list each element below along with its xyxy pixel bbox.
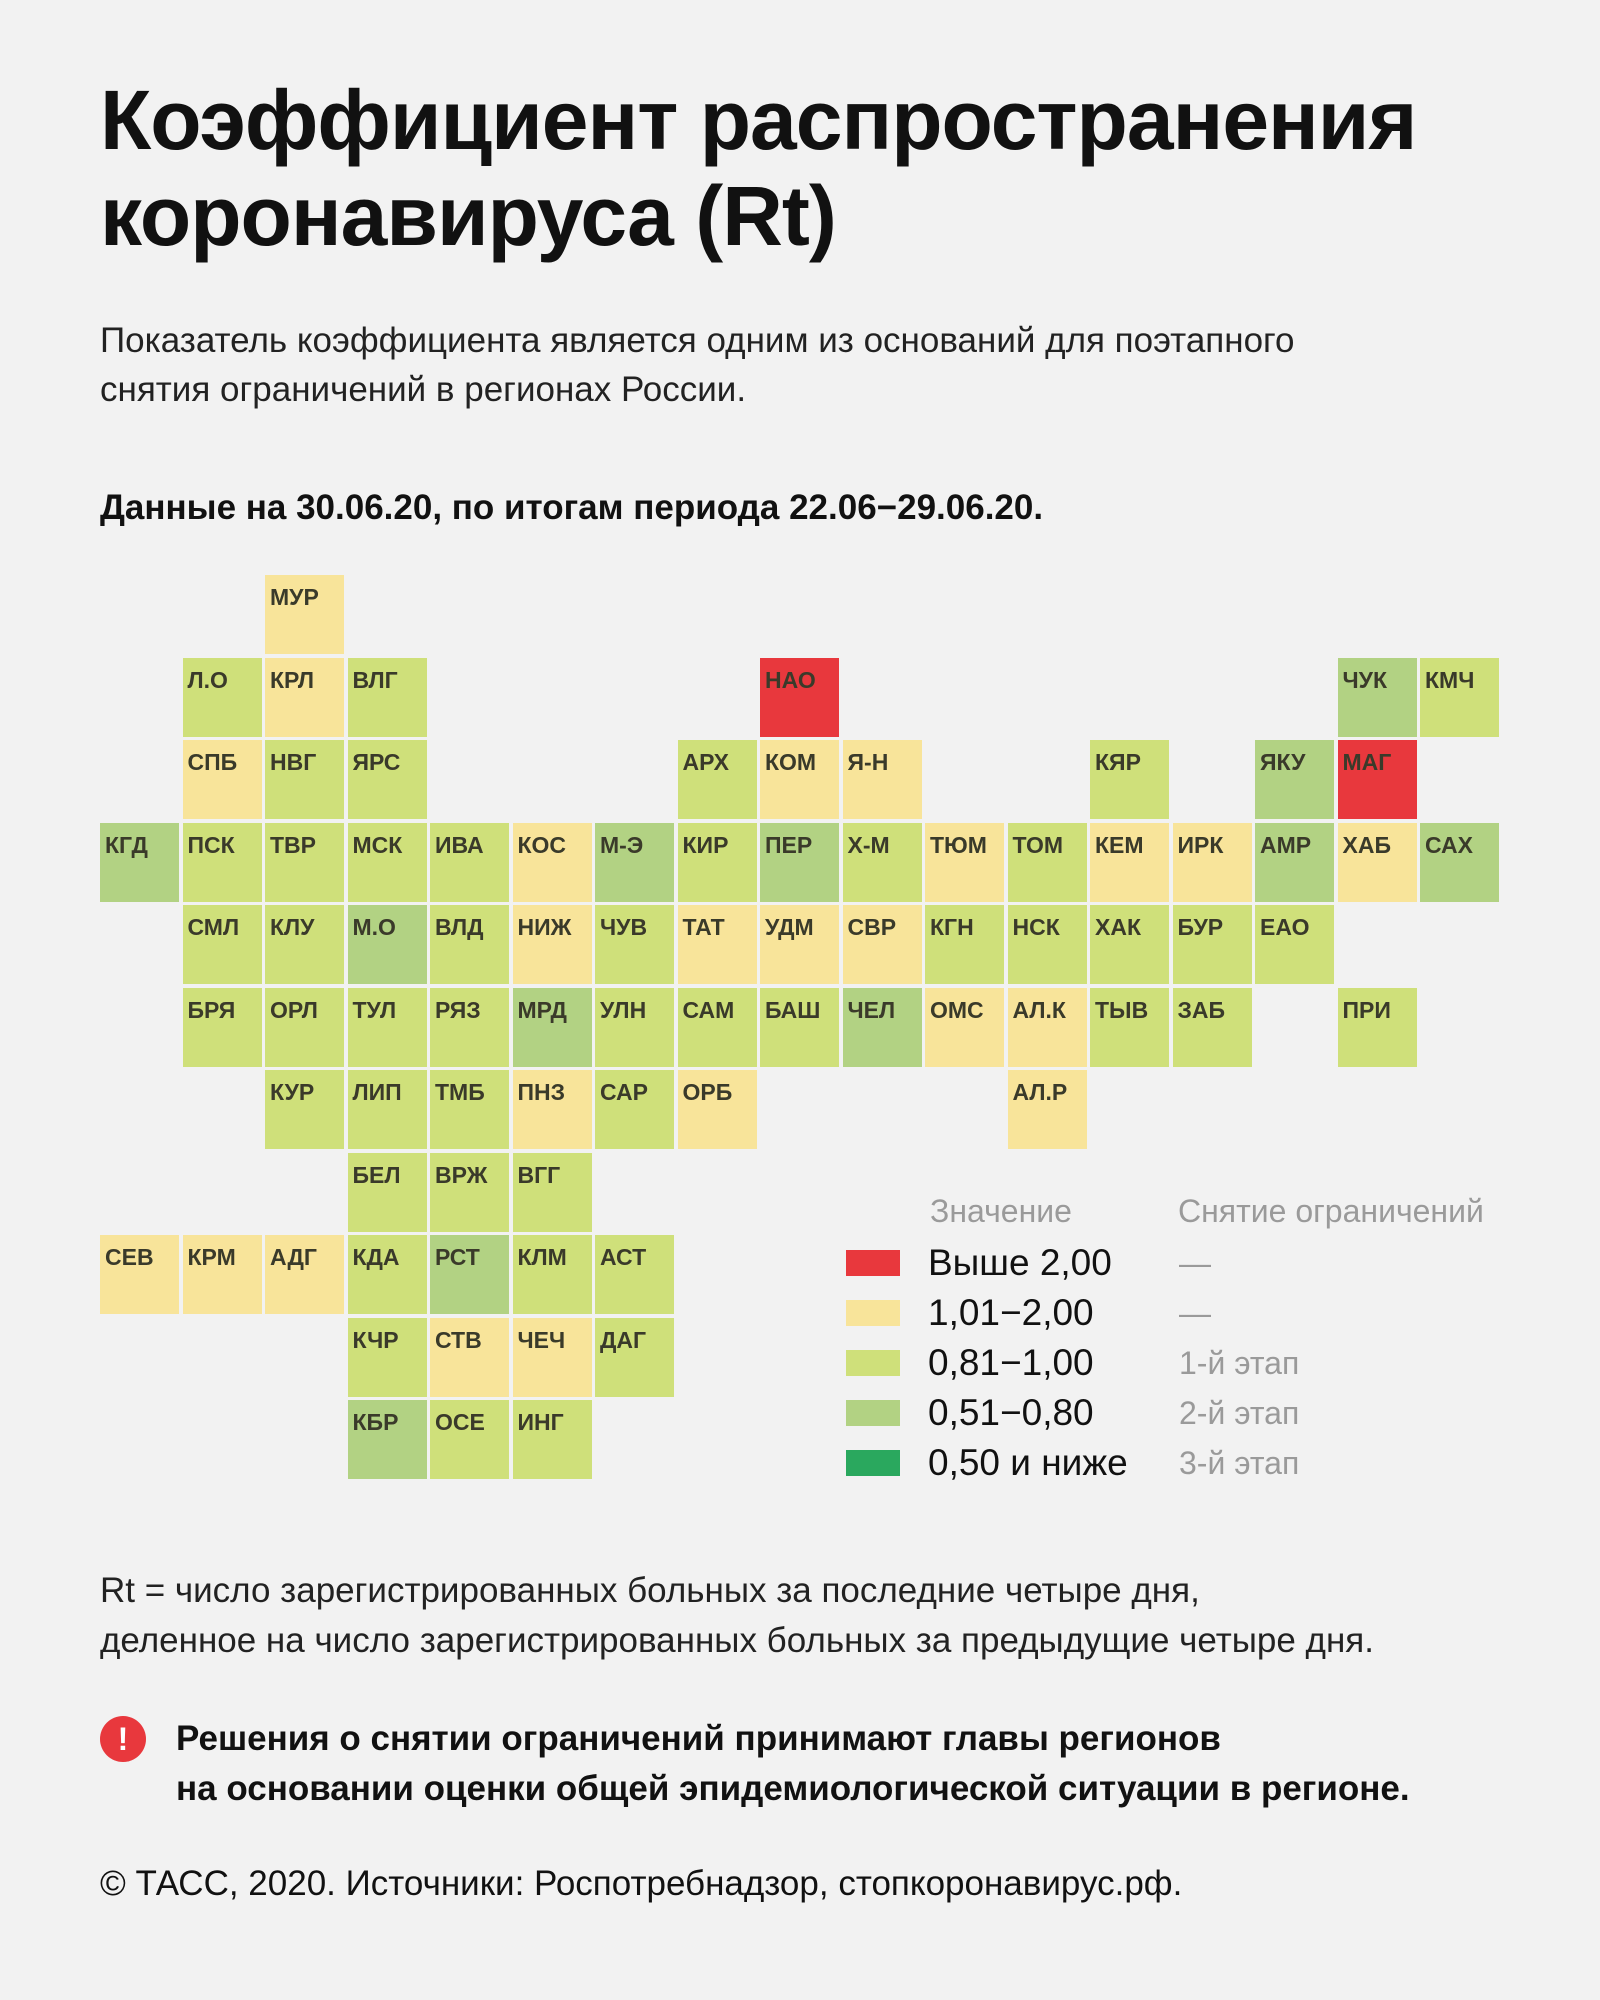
region-tile-инг — [513, 1400, 592, 1479]
region-tile-осе — [430, 1400, 509, 1479]
region-tile-пнз — [513, 1070, 592, 1149]
region-tile-мур — [265, 575, 344, 654]
notice-text — [176, 1714, 1556, 1814]
region-code-label: МСК — [352, 831, 403, 858]
region-code-label: ПНЗ — [517, 1079, 566, 1105]
region-tile-м-э — [595, 823, 674, 902]
region-tile-адг — [265, 1235, 344, 1314]
legend-row-051-08 — [846, 1392, 1546, 1432]
region-code-label: ТВР — [270, 831, 316, 858]
region-code-label: КЛМ — [517, 1244, 567, 1270]
region-tile-кда — [348, 1235, 427, 1314]
region-tile-кур — [265, 1070, 344, 1149]
region-tile-омс — [925, 988, 1004, 1067]
region-code-label: ТУЛ — [352, 996, 397, 1023]
region-tile-хаб — [1338, 823, 1417, 902]
region-code-label: САМ — [682, 996, 735, 1023]
region-code-label: ЗАБ — [1177, 996, 1226, 1023]
region-code-label: СПБ — [187, 749, 238, 775]
region-tile-сев — [100, 1235, 179, 1314]
region-tile-том — [1008, 823, 1087, 902]
region-tile-тмб — [430, 1070, 509, 1149]
subtitle-line-1: Показатель коэффициента является одним из оснований для поэтапного — [100, 321, 1295, 360]
region-tile-чел — [843, 988, 922, 1067]
region-tile-даг — [595, 1318, 674, 1397]
subtitle — [100, 316, 1500, 414]
legend-row-above-2 — [846, 1242, 1546, 1282]
legend-swatch-mid-green — [846, 1400, 900, 1426]
region-code-label: НИЖ — [517, 914, 572, 940]
region-tile-сах — [1420, 823, 1499, 902]
region-tile-кгн — [925, 905, 1004, 984]
legend-stage-header: Снятие ограничений — [1178, 1193, 1484, 1229]
legend-stage-label: 1-й этап — [1179, 1345, 1300, 1381]
region-tile-сам — [678, 988, 757, 1067]
region-code-label: УДМ — [765, 914, 814, 940]
region-code-label: М.О — [352, 914, 396, 940]
region-tile-пер — [760, 823, 839, 902]
legend-value-label: 1,01−2,00 — [928, 1292, 1094, 1333]
region-code-label: БЕЛ — [352, 1161, 401, 1188]
region-tile-влд — [430, 905, 509, 984]
region-code-label: НАО — [765, 666, 816, 693]
region-code-label: ХАК — [1095, 914, 1141, 940]
region-code-label: КОС — [517, 831, 567, 858]
region-tile-спб — [183, 740, 262, 819]
region-code-label: АДГ — [270, 1244, 317, 1270]
region-tile-кгд — [100, 823, 179, 902]
region-code-label: НВГ — [270, 749, 317, 775]
region-tile-бур — [1173, 905, 1252, 984]
region-code-label: СВР — [847, 914, 897, 940]
region-tile-нвг — [265, 740, 344, 819]
region-code-label: ВРЖ — [435, 1161, 488, 1188]
region-code-label: КДА — [352, 1244, 400, 1270]
region-tile-ярс — [348, 740, 427, 819]
region-code-label: ЧУВ — [600, 914, 648, 940]
legend-stage-label: 3-й этап — [1179, 1445, 1300, 1481]
formula-line-2: деленное на число зарегистрированных больных за предыдущие четыре дня. — [100, 1621, 1374, 1660]
region-tile-ирк — [1173, 823, 1252, 902]
region-code-label: ЧЕЛ — [847, 996, 896, 1023]
region-code-label: СТВ — [435, 1326, 482, 1353]
region-code-label: БРЯ — [187, 996, 236, 1023]
region-tile-яку — [1255, 740, 1334, 819]
legend-swatch-light-green — [846, 1350, 900, 1376]
formula-line-1: Rt = число зарегистрированных больных за последние четыре дня, — [100, 1571, 1200, 1610]
region-tile-мск — [348, 823, 427, 902]
region-code-label: РСТ — [435, 1244, 480, 1270]
date-note: Данные на 30.06.20, по итогам периода 22.06−29.06.20. — [100, 488, 1044, 527]
region-tile-при — [1338, 988, 1417, 1067]
formula-note — [100, 1566, 1560, 1666]
region-code-label: МАГ — [1342, 749, 1392, 775]
region-code-label: КБР — [352, 1409, 399, 1435]
region-tile-кяр — [1090, 740, 1169, 819]
region-tile-заб — [1173, 988, 1252, 1067]
region-code-label: МРД — [517, 996, 567, 1023]
region-tile-амр — [1255, 823, 1334, 902]
region-code-label: ИРК — [1177, 831, 1224, 858]
region-tile-х-м — [843, 823, 922, 902]
region-tile-кчр — [348, 1318, 427, 1397]
legend-value-label: Выше 2,00 — [928, 1242, 1112, 1283]
region-code-label: ОРБ — [682, 1079, 733, 1105]
region-tile-хак — [1090, 905, 1169, 984]
region-code-label: КРЛ — [270, 666, 315, 693]
region-tile-арх — [678, 740, 757, 819]
region-code-label: ЧУК — [1342, 666, 1388, 693]
region-code-label: Я-Н — [847, 749, 889, 775]
region-tile-вгг — [513, 1153, 592, 1232]
region-tile-тюм — [925, 823, 1004, 902]
region-code-label: ПРИ — [1342, 996, 1391, 1023]
region-code-label: САХ — [1425, 831, 1473, 858]
subtitle-line-2: снятия ограничений в регионах России. — [100, 370, 747, 409]
legend-swatch-yellow — [846, 1300, 900, 1326]
region-code-label: ТАТ — [682, 914, 725, 940]
region-code-label: ВГГ — [517, 1161, 561, 1188]
region-code-label: КЯР — [1095, 749, 1141, 775]
region-tile-кем — [1090, 823, 1169, 902]
region-tile-еао — [1255, 905, 1334, 984]
region-code-label: ВЛД — [435, 914, 484, 940]
region-code-label: КУР — [270, 1079, 315, 1105]
region-code-label: КИР — [682, 831, 729, 858]
region-tile-баш — [760, 988, 839, 1067]
region-tile-лип — [348, 1070, 427, 1149]
region-tile-удм — [760, 905, 839, 984]
region-tile-аст — [595, 1235, 674, 1314]
region-tile-крм — [183, 1235, 262, 1314]
region-tile-ряз — [430, 988, 509, 1067]
region-code-label: КГН — [930, 914, 974, 940]
region-code-label: НСК — [1012, 914, 1060, 940]
legend-stage-label: 2-й этап — [1179, 1395, 1300, 1431]
region-code-label: ЕАО — [1260, 914, 1310, 940]
legend-value-label: 0,50 и ниже — [928, 1442, 1128, 1483]
region-code-label: ЯКУ — [1260, 749, 1306, 775]
region-code-label: КЧР — [352, 1326, 399, 1353]
source-footer: © ТАСС, 2020. Источники: Роспотребнадзор, стопкоронавирус.рф. — [100, 1864, 1183, 1903]
legend-value-header: Значение — [930, 1193, 1072, 1229]
region-code-label: АСТ — [600, 1244, 647, 1270]
region-tile-ал.к — [1008, 988, 1087, 1067]
region-tile-влг — [348, 658, 427, 737]
region-tile-твр — [265, 823, 344, 902]
region-tile-ниж — [513, 905, 592, 984]
legend-swatch-dark-green — [846, 1450, 900, 1476]
region-tile-чув — [595, 905, 674, 984]
region-code-label: САР — [600, 1079, 648, 1105]
region-code-label: ОМС — [930, 996, 984, 1023]
region-code-label: ВЛГ — [352, 666, 398, 693]
region-code-label: КОМ — [765, 749, 817, 775]
region-tile-тул — [348, 988, 427, 1067]
region-code-label: БУР — [1177, 914, 1224, 940]
region-tile-ком — [760, 740, 839, 819]
region-code-label: ТЮМ — [930, 831, 987, 858]
region-tile-тыв — [1090, 988, 1169, 1067]
region-tile-нск — [1008, 905, 1087, 984]
region-code-label: КГД — [105, 831, 148, 858]
region-tile-клм — [513, 1235, 592, 1314]
region-code-label: ИНГ — [517, 1409, 564, 1435]
region-tile-ива — [430, 823, 509, 902]
region-code-label: Л.О — [187, 666, 228, 693]
region-tile-врж — [430, 1153, 509, 1232]
region-tile-орб — [678, 1070, 757, 1149]
region-code-label: КЛУ — [270, 914, 315, 940]
region-tile-чук — [1338, 658, 1417, 737]
region-code-label: ХАБ — [1342, 831, 1391, 858]
region-tile-м.о — [348, 905, 427, 984]
title-line-1: Коэффициент распространения — [100, 73, 1417, 167]
region-tile-бря — [183, 988, 262, 1067]
region-code-label: ЧЕЧ — [517, 1326, 566, 1353]
region-tile-тат — [678, 905, 757, 984]
region-tile-ств — [430, 1318, 509, 1397]
region-code-label: МУР — [270, 584, 319, 610]
region-tile-бел — [348, 1153, 427, 1232]
region-code-label: ПСК — [187, 831, 235, 858]
region-tile-мрд — [513, 988, 592, 1067]
region-code-label: ЯРС — [352, 749, 401, 775]
region-tile-кир — [678, 823, 757, 902]
region-tile-улн — [595, 988, 674, 1067]
region-code-label: СМЛ — [187, 914, 240, 940]
region-tile-клу — [265, 905, 344, 984]
legend-row-1-2 — [846, 1292, 1546, 1332]
region-code-label: КМЧ — [1425, 666, 1475, 693]
legend-stage-label: — — [1179, 1295, 1211, 1331]
region-tile-кмч — [1420, 658, 1499, 737]
region-code-label: ОРЛ — [270, 996, 318, 1023]
notice-line-2: на основании оценки общей эпидемиологической ситуации в регионе. — [176, 1769, 1410, 1808]
region-code-label: АМР — [1260, 831, 1312, 858]
region-tile-л.о — [183, 658, 262, 737]
region-code-label: БАШ — [765, 996, 821, 1023]
region-code-label: М-Э — [600, 831, 644, 858]
legend-value-label: 0,81−1,00 — [928, 1342, 1094, 1383]
region-code-label: ТОМ — [1012, 831, 1064, 858]
region-tile-смл — [183, 905, 262, 984]
region-tile-рст — [430, 1235, 509, 1314]
region-tile-орл — [265, 988, 344, 1067]
region-tile-кос — [513, 823, 592, 902]
region-tile-сар — [595, 1070, 674, 1149]
legend-row-below-05 — [846, 1442, 1546, 1482]
region-code-label: ИВА — [435, 831, 484, 858]
region-code-label: ТМБ — [435, 1079, 485, 1105]
legend-stage-label: — — [1179, 1245, 1211, 1281]
region-code-label: КЕМ — [1095, 831, 1144, 858]
region-code-label: ТЫВ — [1095, 996, 1149, 1023]
region-code-label: АРХ — [682, 749, 729, 775]
region-tile-свр — [843, 905, 922, 984]
region-code-label: ПЕР — [765, 831, 813, 858]
region-code-label: КРМ — [187, 1244, 236, 1270]
legend-row-081-1 — [846, 1342, 1546, 1382]
region-code-label: УЛН — [600, 996, 647, 1023]
region-code-label: АЛ.К — [1012, 996, 1066, 1023]
exclamation-icon: ! — [100, 1716, 146, 1762]
region-code-label: ОСЕ — [435, 1409, 485, 1435]
region-tile-маг — [1338, 740, 1417, 819]
legend-value-label: 0,51−0,80 — [928, 1392, 1094, 1433]
region-tile-нао — [760, 658, 839, 737]
region-code-label: РЯЗ — [435, 996, 481, 1023]
region-code-label: ДАГ — [600, 1326, 647, 1353]
legend-swatch-red — [846, 1250, 900, 1276]
region-tile-кбр — [348, 1400, 427, 1479]
region-code-label: Х-М — [847, 831, 890, 858]
region-tile-я-н — [843, 740, 922, 819]
region-tile-ал.р — [1008, 1070, 1087, 1149]
region-code-label: СЕВ — [105, 1244, 154, 1270]
region-tile-крл — [265, 658, 344, 737]
title-line-2: коронавируса (Rt) — [100, 169, 836, 263]
region-tile-чеч — [513, 1318, 592, 1397]
region-tile-пск — [183, 823, 262, 902]
region-code-label: ЛИП — [352, 1079, 402, 1105]
region-code-label: АЛ.Р — [1012, 1079, 1068, 1105]
notice-line-1: Решения о снятии ограничений принимают главы регионов — [176, 1719, 1221, 1758]
page-title — [100, 72, 1520, 264]
